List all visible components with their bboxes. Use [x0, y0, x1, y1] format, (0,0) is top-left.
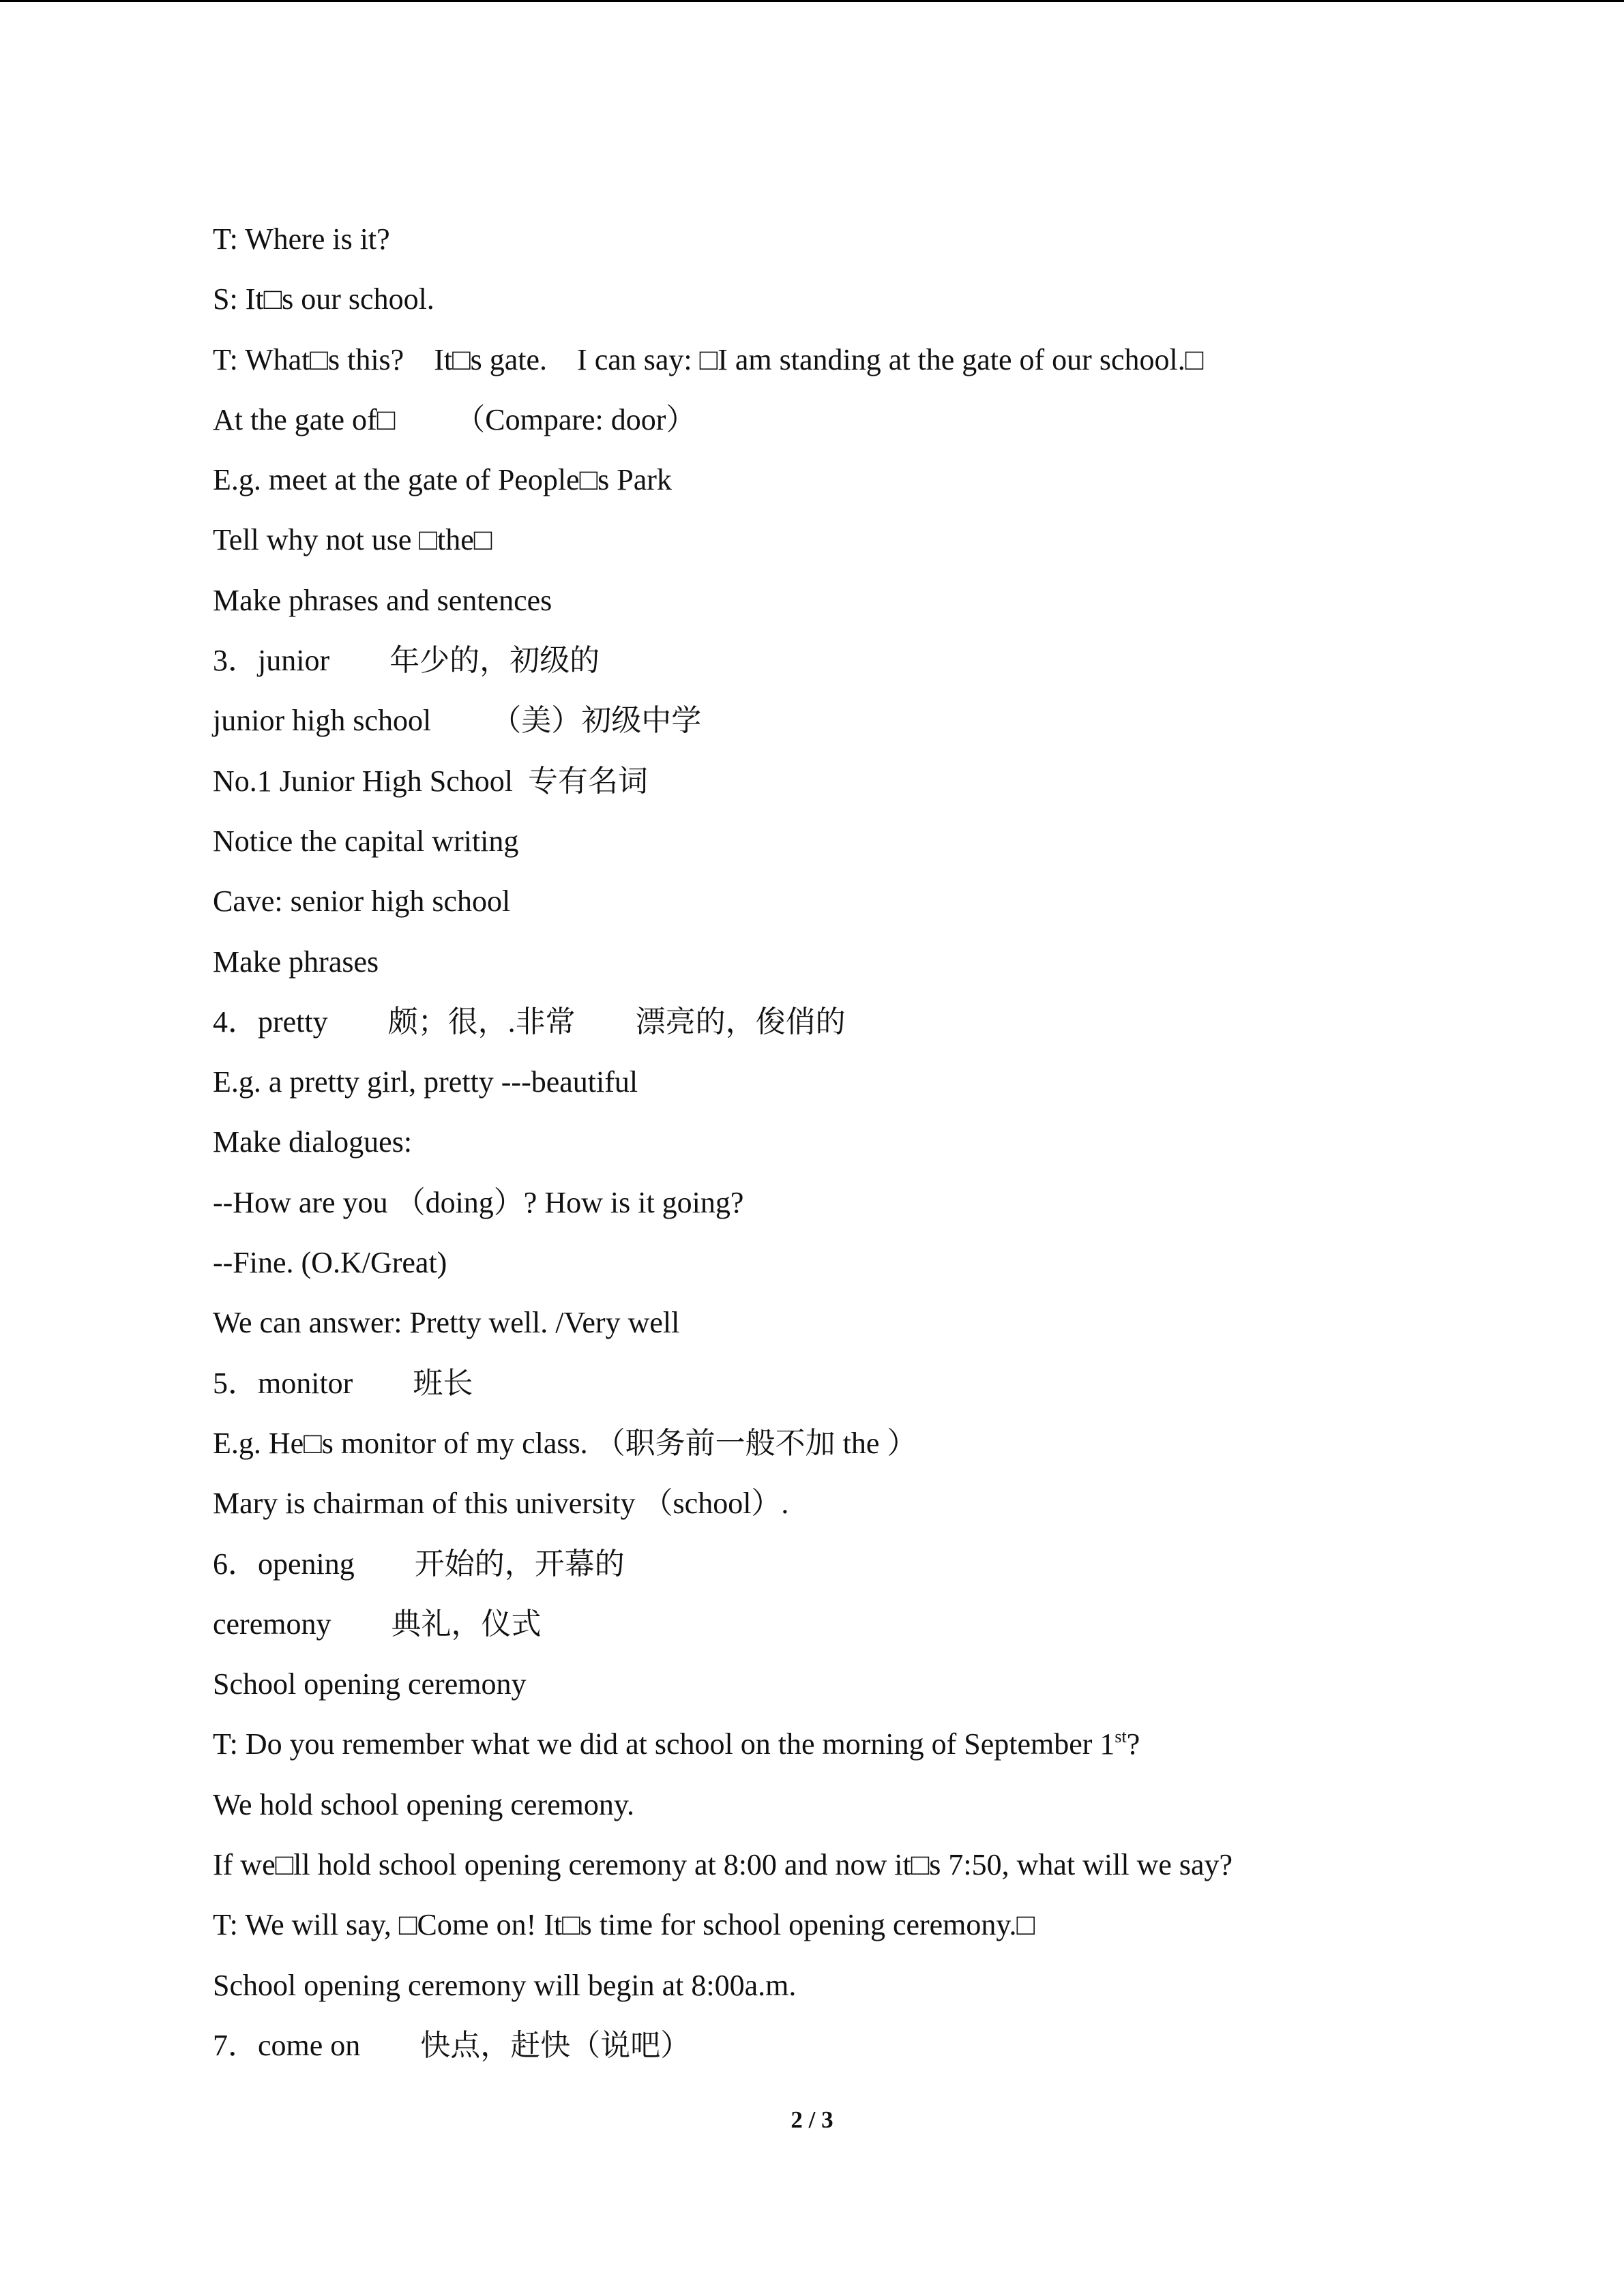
text-line: We can answer: Pretty well. /Very well: [213, 1306, 680, 1340]
text-line: S: It□s our school.: [213, 282, 434, 316]
text-line: E.g. meet at the gate of People□s Park: [213, 463, 672, 497]
text-line: E.g. He□s monitor of my class. （职务前一般不加 the ）: [213, 1426, 917, 1460]
text-line-september: [213, 1718, 1509, 1778]
vocab-heading-pretty: 4．pretty 颇；很，.非常 漂亮的，俊俏的: [213, 1004, 846, 1039]
text-line: School opening ceremony will begin at 8:00a.m.: [213, 1968, 797, 2002]
text-line: Make phrases and sentences: [213, 583, 552, 617]
text-line: T: We will say, □Come on! It□s time for school opening ceremony.□: [213, 1908, 1035, 1942]
text-line: At the gate of□ （Compare: door）: [213, 402, 696, 436]
document-body: [213, 213, 1509, 2080]
text-line: Tell why not use □the□: [213, 523, 492, 557]
text-line: Mary is chairman of this university （school）.: [213, 1487, 789, 1521]
text-line: --How are you （doing）? How is it going?: [213, 1185, 744, 1219]
text-line: T: What□s this? It□s gate. I can say: □I am standing at the gate of our school.□: [213, 342, 1204, 376]
text-line: No.1 Junior High School 专有名词: [213, 764, 648, 798]
ordinal-suffix: st: [1114, 1726, 1127, 1746]
vocab-heading-opening: 6．opening 开始的，开幕的: [213, 1547, 625, 1581]
text-line: Notice the capital writing: [213, 824, 519, 858]
text-line: E.g. a pretty girl, pretty ---beautiful: [213, 1065, 638, 1099]
vocab-heading-come-on: 7．come on 快点，赶快（说吧）: [213, 2028, 691, 2062]
vocab-heading-monitor: 5．monitor 班长: [213, 1366, 473, 1400]
text-line: --Fine. (O.K/Great): [213, 1246, 447, 1280]
text-line: Make dialogues:: [213, 1125, 413, 1159]
text-line: junior high school （美）初级中学: [213, 704, 702, 738]
text-line: Cave: senior high school: [213, 884, 511, 919]
page-number: 2 / 3: [791, 2106, 833, 2133]
text-line: School opening ceremony: [213, 1667, 527, 1701]
text-line: Make phrases: [213, 944, 379, 979]
question-mark: ?: [1126, 1727, 1140, 1761]
september-text: T: Do you remember what we did at school on the morning of September 1: [213, 1727, 1115, 1761]
text-line: T: Where is it?: [213, 222, 390, 256]
text-line: If we□ll hold school opening ceremony at 8:00 and now it□s 7:50, what will we say?: [213, 1848, 1233, 1882]
text-line: ceremony 典礼，仪式: [213, 1607, 542, 1641]
vocab-heading-junior: 3．junior 年少的，初级的: [213, 644, 600, 678]
text-line: We hold school opening ceremony.: [213, 1787, 634, 1821]
